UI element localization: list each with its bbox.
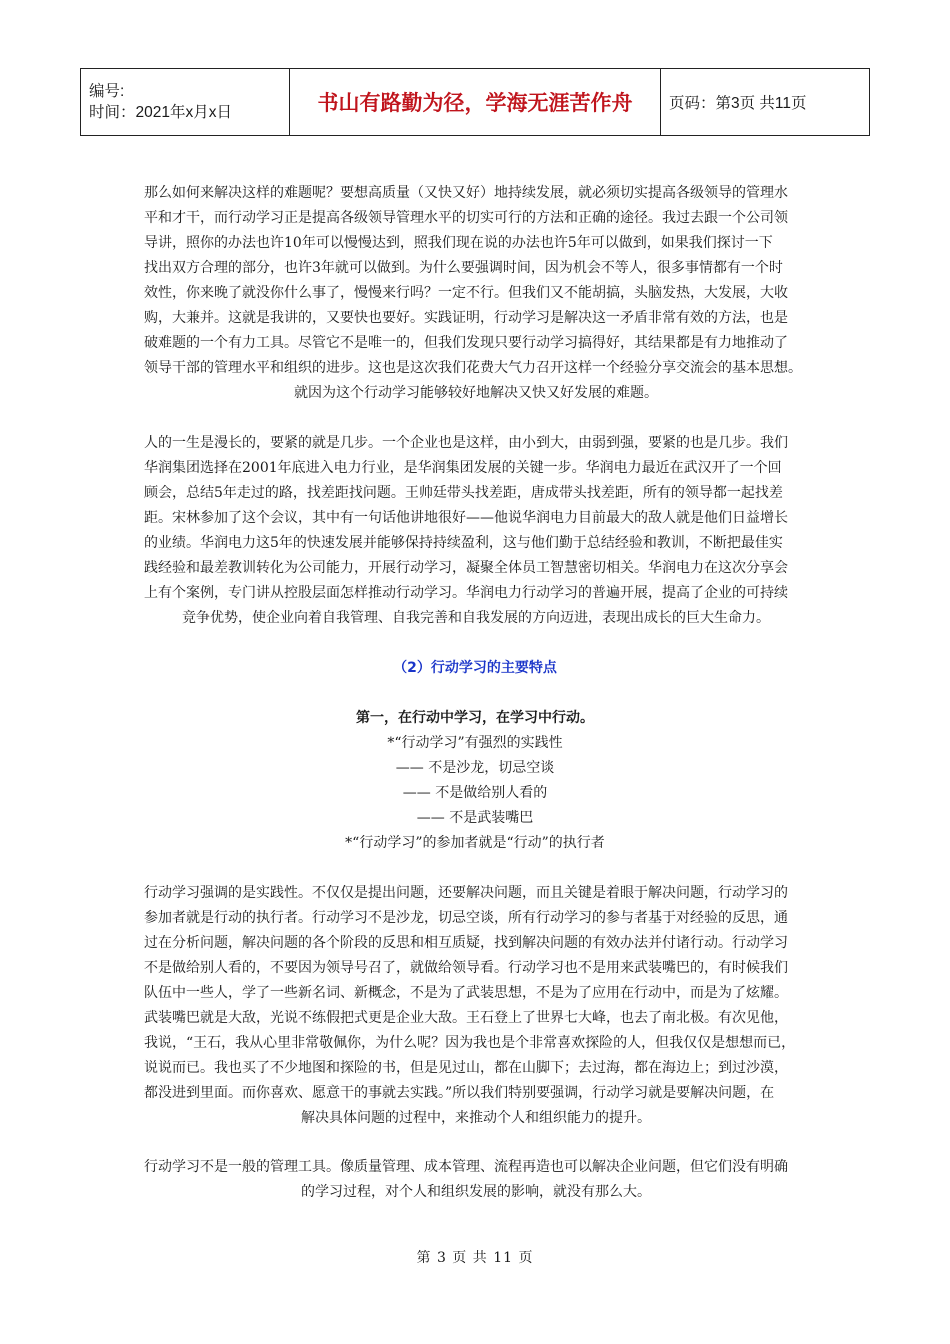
text-line: 都没进到里面。而你喜欢、愿意干的事就去实践。”所以我们特别要强调，行动学习就是要解决问题，在 [144,1085,775,1101]
section-title: （2）行动学习的主要特点 [393,660,557,676]
paragraph-2 [144,431,808,631]
text-line: 参加者就是行动的执行者。行动学习不是沙龙，切忌空谈，所有行动学习的参与者基于对经验的反思，通 [144,910,788,926]
text-line: 顾会，总结5年走过的路，找差距找问题。王帅廷带头找差距，唐成带头找差距，所有的领导都一起找差 [144,485,783,501]
text-line: 找出双方合理的部分，也许3年就可以做到。为什么要强调时间，因为机会不等人，很多事情都有一个时 [144,260,783,276]
outline-item: —— 不是武装嘴巴 [416,810,534,826]
text-line: 过在分析问题，解决问题的各个阶段的反思和相互质疑，找到解决问题的有效办法并付诸行动。行动学习 [144,935,788,951]
outline-item: —— 不是沙龙，切忌空谈 [395,760,555,776]
text-line: 领导干部的管理水平和组织的进步。这也是这次我们花费大气力召开这样一个经验分享交流会的基本思想。 [144,360,802,376]
text-line: 武装嘴巴就是大敌，光说不练假把式更是企业大敌。王石登上了世界七大峰，也去了南北极。有次见他， [144,1010,788,1026]
text-line: 效性，你来晚了就没你什么事了，慢慢来行吗？一定不行。但我们又不能胡搞，头脑发热，大发展，大收 [144,285,788,301]
text-line: 行动学习强调的是实践性。不仅仅是提出问题，还要解决问题，而且关键是着眼于解决问题，行动学习的 [144,885,788,901]
paragraph-1 [144,181,808,406]
text-line: 说说而已。我也买了不少地图和探险的书，但是见过山，都在山脚下；去过海，都在海边上；到过沙漠， [144,1060,788,1076]
header-meta [81,69,290,136]
text-line: 行动学习不是一般的管理工具。像质量管理、成本管理、流程再造也可以解决企业问题，但它们没有明确 [144,1159,788,1175]
text-line: 破难题的一个有力工具。尽管它不是唯一的，但我们发现只要行动学习搞得好，其结果都是有力地推动了 [144,335,788,351]
text-line: 队伍中一些人，学了一些新名词、新概念，不是为了武装思想，不是为了应用在行动中，而是为了炫耀。 [144,985,788,1001]
text-line: 就因为这个行动学习能够较好地解决又快又好发展的难题。 [294,385,658,401]
text-line: 不是做给别人看的，不要因为领导号召了，就做给领导看。行动学习也不是用来武装嘴巴的，有时候我们 [144,960,788,976]
text-line: 华润集团选择在2001年底进入电力行业，是华润集团发展的关键一步。华润电力最近在武汉开了一个回 [144,460,782,476]
text-line: 上有个案例，专门讲从控股层面怎样推动行动学习。华润电力行动学习的普遍开展，提高了企业的可持续 [144,585,788,601]
paragraph-3 [144,881,808,1131]
text-line: 的业绩。华润电力这5年的快速发展并能够保持持续盈利，这与他们勤于总结经验和教训，不断把最佳实 [144,535,783,551]
outline-item: *“行动学习”的参加者就是“行动”的执行者 [345,835,605,851]
page-footer: 第 3 页 共 11 页 [416,1250,534,1266]
text-line: 导讲，照你的办法也许10年可以慢慢达到，照我们现在说的办法也许5年可以做到，如果我们探讨一下 [144,235,773,251]
page-header [80,68,870,136]
header-motto: 书山有路勤为径，学海无涯苦作舟 [290,69,661,136]
text-line: 平和才干，而行动学习正是提高各级领导管理水平的切实可行的方法和正确的途径。我过去跟一个公司领 [144,210,788,226]
header-number-label: 编号: [89,83,125,100]
text-line: 购，大兼并。这就是我讲的，又要快也要好。实践证明，行动学习是解决这一矛盾非常有效的方法，也是 [144,310,788,326]
text-line: 竞争优势，使企业向着自我管理、自我完善和自我发展的方向迈进，表现出成长的巨大生命力。 [182,610,770,626]
text-line: 距。宋林参加了这个会议，其中有一句话他讲地很好——他说华润电力目前最大的敌人就是他们日益增长 [144,510,788,526]
text-line: 解决具体问题的过程中，来推动个人和组织能力的提升。 [301,1110,651,1126]
text-line: 那么如何来解决这样的难题呢？要想高质量（又快又好）地持续发展，就必须切实提高各级领导的管理水 [144,185,788,201]
paragraph-4 [144,1155,808,1205]
outline-block [0,706,950,856]
text-line: 人的一生是漫长的，要紧的就是几步。一个企业也是这样，由小到大，由弱到强，要紧的也是几步。我们 [144,435,788,451]
outline-heading: 第一，在行动中学习，在学习中行动。 [356,710,594,726]
header-page-info: 页码：第3页 共11页 [661,69,870,136]
outline-item: —— 不是做给别人看的 [402,785,548,801]
outline-item: *“行动学习”有强烈的实践性 [387,735,563,751]
text-line: 的学习过程，对个人和组织发展的影响，就没有那么大。 [301,1184,651,1200]
text-line: 践经验和最差教训转化为公司能力，开展行动学习，凝聚全体员工智慧密切相关。华润电力在这次分享会 [144,560,788,576]
header-date: 时间：2021年x月x日 [89,104,232,121]
text-line: 我说，“王石，我从心里非常敬佩你，为什么呢？因为我也是个非常喜欢探险的人，但我仅仅是想想而已， [144,1035,796,1051]
